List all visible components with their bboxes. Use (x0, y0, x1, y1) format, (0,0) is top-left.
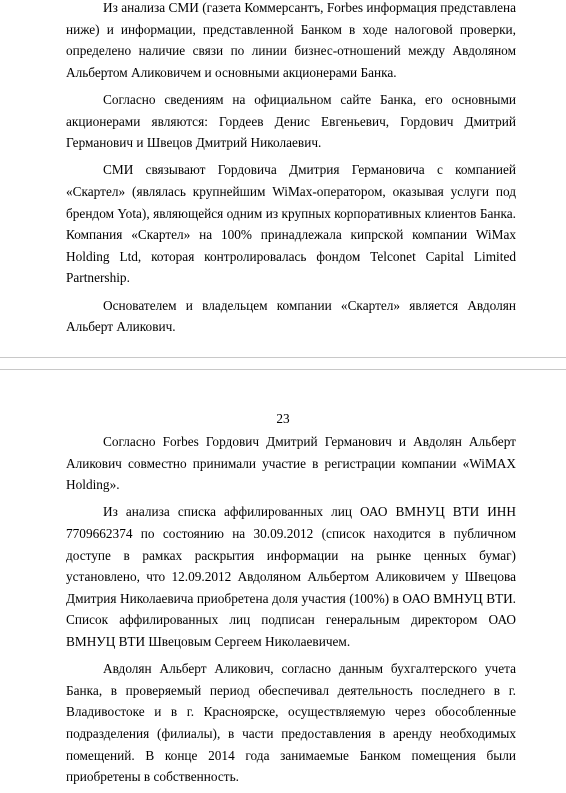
page-separator (0, 357, 566, 370)
paragraph: Согласно сведениям на официальном сайте Банка, его основными акционерами являются: Гордеев Денис Евгеньевич, Гордович Дмитрий Германович и Швецов Дмитрий Николаевич. (66, 91, 516, 151)
paragraph: Согласно Forbes Гордович Дмитрий Германович и Авдолян Альберт Аликович совместно принимали участие в регистрации компании «WiMAX Holding». (66, 434, 516, 493)
paragraph: Из анализа списка аффилированных лиц ОАО ВМНУЦ ВТИ ИНН 7709662374 по состоянию на 30.09.2012 (список находится в публичном доступе в рамках раскрытия информации на рынке ценных бумаг) установлено, что 12.09.2012 Авдоляном Альбертом Аликовичем у Швецова Дмитрия Николаевича приобретена доля участия (100%) в ОАО ВМНУЦ ВТИ. Список аффилированных лиц подписан генеральным директором ОАО ВМНУЦ ВТИ Швецовым Сергеем Николаевичем. (66, 504, 516, 649)
document-page-upper (0, 0, 566, 357)
page-number: 23 (276, 411, 290, 426)
paragraph: Из анализа СМИ (газета Коммерсантъ, Forbes информация представлена ниже) и информации, представленной Банком в ходе налоговой проверки, определено наличие связи по линии бизнес-отношений между Авдоляном Альбертом Аликовичем и основными акционерами Банка. (66, 0, 516, 80)
page-body (66, 431, 516, 793)
page-body (66, 0, 516, 343)
document-page-lower (0, 370, 566, 785)
paragraph: Авдолян Альберт Аликович, согласно данным бухгалтерского учета Банка, в проверяемый период обеспечивал деятельность последнего в г. Владивостоке и в г. Красноярске, осуществляемую через обособленные подразделения (филиалы), в части предоставления в аренду необходимых помещений. В конце 2014 года занимаемые Банком помещения были приобретены в собственность. (66, 661, 516, 785)
paragraph: СМИ связывают Гордовича Дмитрия Германовича с компанией «Скартел» (являлась крупнейшим WiMax-оператором, оказывая услуги под брендом Yota), являющейся одним из крупных корпоративных клиентов Банка. Компания «Скартел» на 100% принадлежала кипрской компании WiMax Holding Ltd, которая контролировалась фондом Telconet Capital Limited Partnership. (66, 162, 516, 286)
paragraph: Основателем и владельцем компании «Скартел» является Авдолян Альберт Аликович. (66, 297, 516, 335)
